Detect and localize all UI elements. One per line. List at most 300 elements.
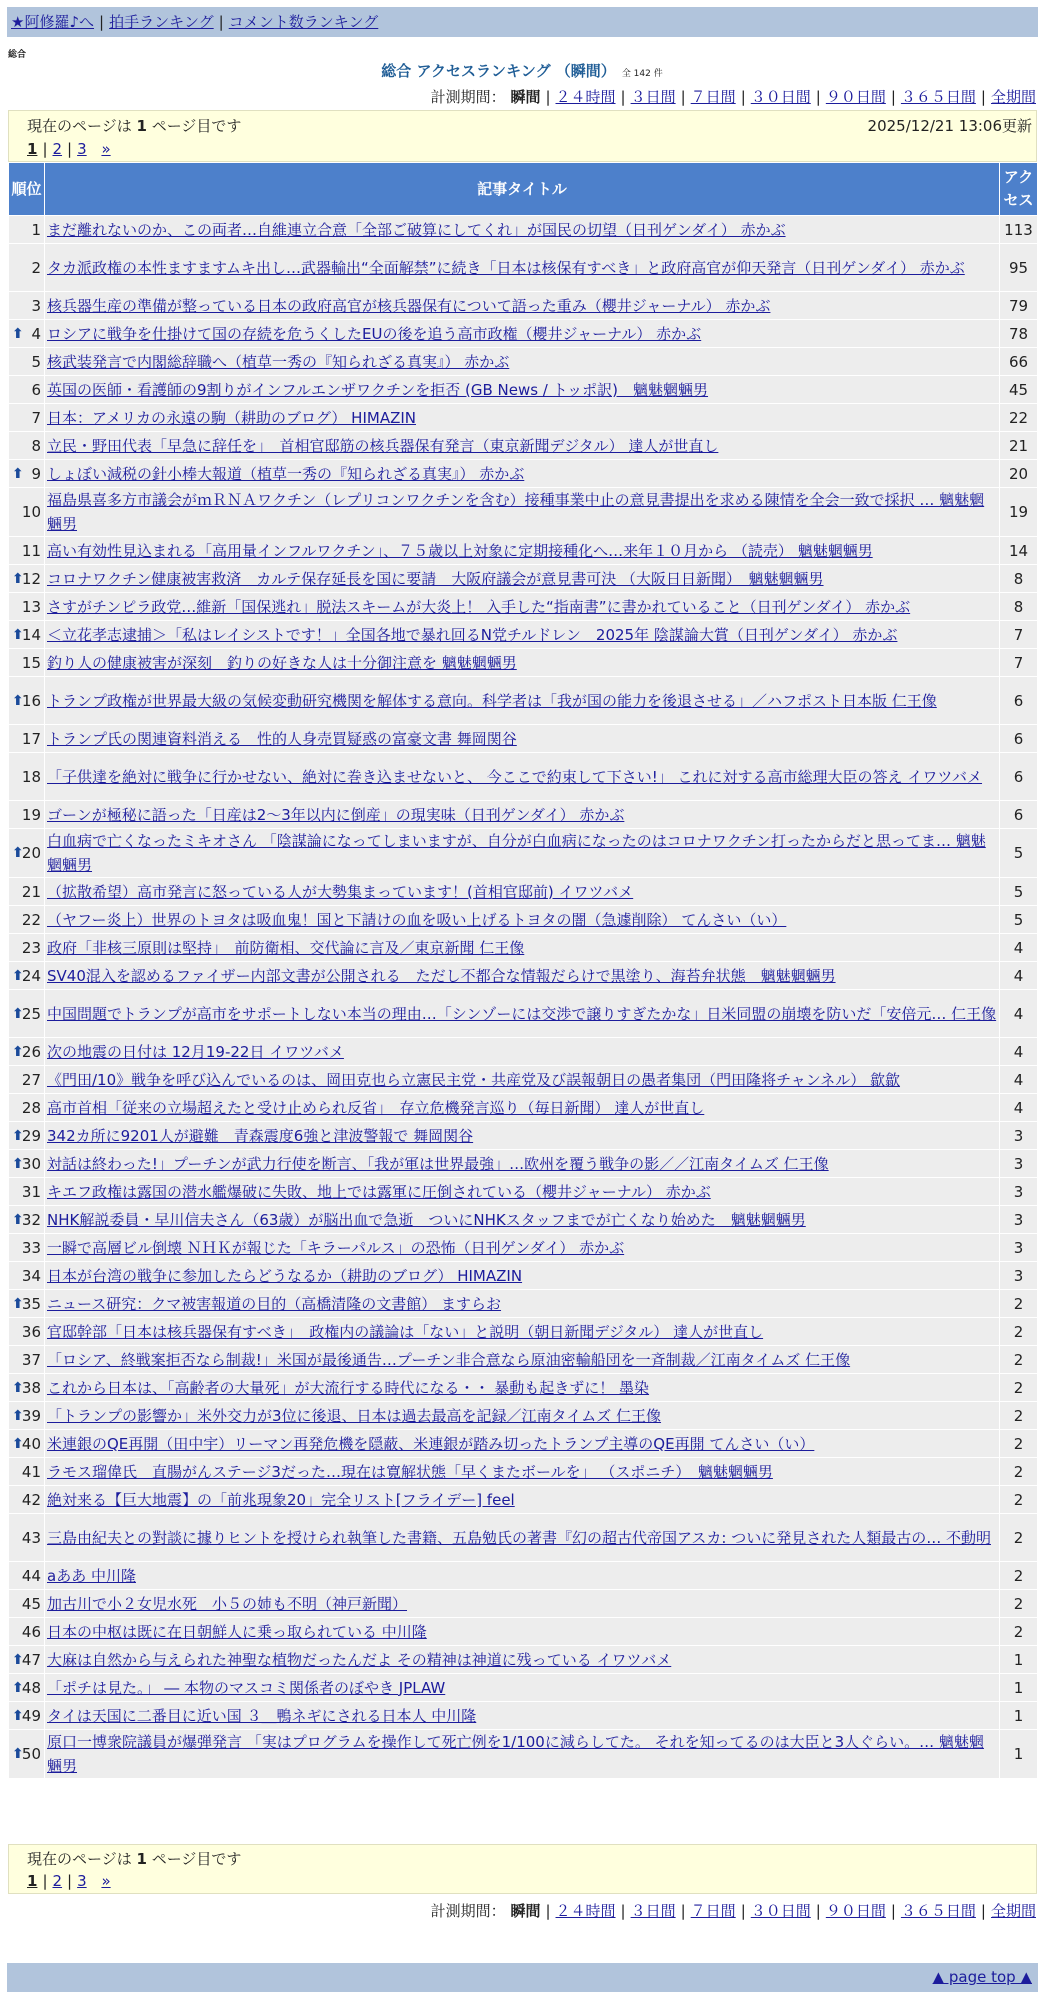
rank-cell [9,488,45,537]
current-page-number: 1 [136,1850,147,1868]
table-row [9,677,1038,725]
article-title-link[interactable]: 白血病で亡くなったミキオさん 「陰謀論になってしまいますが、自分が白血病になったのはコロナワクチン打ったからだと思ってま… 魑魅魍魎男 [47,832,986,874]
article-title-link[interactable]: 「トランプの影響か」米外交力が3位に後退、日本は過去最高を記録／江南タイムズ 仁王像 [47,1406,662,1425]
period-link-365d[interactable]: ３６５日間 [900,1902,976,1920]
rank-number: 37 [21,1350,41,1369]
table-row [9,1562,1038,1590]
article-title-link[interactable]: トランプ政権が世界最大級の気候変動研究機関を解体する意向。科学者は「我が国の能力を後退させる」／ハフポスト日本版 仁王像 [47,691,937,710]
article-title-link[interactable]: 「ロシア、終戦案拒否なら制裁!」米国が最後通告…プーチン非合意なら原油密輸船団を一斉制裁／江南タイムズ 仁王像 [47,1350,851,1369]
title-cell [45,292,1000,320]
article-title-link[interactable]: 342カ所に9201人が避難 青森震度6強と津波警報で 舞岡関谷 [47,1126,474,1145]
article-title-link[interactable]: 加古川で小２女児水死 小５の姉も不明（神戸新聞） [47,1594,408,1613]
period-link-7d[interactable]: ７日間 [690,1902,736,1920]
period-current: 瞬間 [510,88,541,106]
pager-spacer [87,140,102,158]
rank-number: 44 [21,1566,41,1585]
table-row [9,1590,1038,1618]
rank-number: 40 [21,1434,41,1453]
period-separator: | [890,1902,896,1920]
up-arrow-icon: ⬆ [12,1435,24,1452]
pager-separator: | [67,140,73,158]
table-row [9,725,1038,753]
rank-number: 11 [21,541,41,560]
title-cell [45,432,1000,460]
rank-cell [9,1122,45,1150]
current-page-suffix: ページ目です [151,117,242,135]
period-separator: | [545,88,551,106]
article-title-link[interactable]: （ヤフー炎上）世界のトヨタは吸血鬼！国と下請けの血を吸い上げるトヨタの闇（急遽削除） てんさい（い） [47,910,787,929]
page-link-2[interactable]: 2 [52,140,63,158]
rank-number: 21 [21,882,41,901]
access-count: 3 [1000,1262,1038,1290]
access-count: 2 [1000,1318,1038,1346]
period-link-7d[interactable]: ７日間 [690,88,736,106]
article-title-link[interactable]: 原口一博衆院議員が爆弾発言 「実はプログラムを操作して死亡例を1/100に減らしてた。 それを知ってるのは大臣と3人ぐらい。… 魑魅魍魎男 [47,1733,984,1775]
access-count: 2 [1000,1562,1038,1590]
rank-cell [9,1290,45,1318]
period-separator: | [680,1902,686,1920]
title-cell [45,1206,1000,1234]
period-link-90d[interactable]: ９０日間 [825,1902,886,1920]
rank-cell [9,1066,45,1094]
article-title-link[interactable]: 福島県喜多方市議会がｍＲＮＡワクチン（レプリコンワクチンを含む）接種事業中止の意見書提出を求める陳情を全会一致で採択 … 魑魅魍魎男 [47,491,985,533]
table-row [9,829,1038,878]
title-cell [45,753,1000,801]
home-link[interactable]: ★阿修羅♪へ [11,13,95,31]
rank-number: 8 [31,436,41,455]
article-title-link[interactable]: トランプ氏の関連資料消える 性的人身売買疑惑の富豪文書 舞岡関谷 [47,729,517,748]
title-cell [45,677,1000,725]
rank-cell [9,1730,45,1779]
access-count: 8 [1000,593,1038,621]
title-cell [45,1234,1000,1262]
title-cell [45,244,1000,292]
rank-number: 24 [21,966,41,985]
rank-cell [9,1402,45,1430]
pagination [27,138,111,160]
rank-cell [9,404,45,432]
period-link-30d[interactable]: ３０日間 [750,1902,811,1920]
rank-number: 38 [21,1378,41,1397]
title-cell [45,348,1000,376]
rank-number: 14 [21,625,41,644]
access-count: 1 [1000,1730,1038,1779]
rank-number: 29 [21,1126,41,1145]
table-row [9,432,1038,460]
article-title-link[interactable]: 「子供達を絶対に戦争に行かせない、絶対に巻き込ませないと、 今ここで約束して下さい!」 これに対する高市総理大臣の答え イワツバメ [47,767,983,786]
rank-number: 28 [21,1098,41,1117]
table-row [9,1702,1038,1730]
page-current: 1 [27,1872,38,1890]
article-title-link[interactable]: 高い有効性見込まれる「高用量インフルワクチン」、７５歳以上対象に定期接種化へ…来年１０月から （読売） 魑魅魍魎男 [47,541,873,560]
rank-number: 25 [21,1004,41,1023]
rank-number: 36 [21,1322,41,1341]
article-title-link[interactable]: 立民・野田代表「早急に辞任を」 首相官邸筋の核兵器保有発言（東京新聞デジタル） 達人が世直し [47,436,719,455]
article-title-link[interactable]: 中国問題でトランプが高市をサポートしない本当の理由…「シンゾーには交渉で譲りすぎたかな」日米同盟の崩壊を防いだ「安倍元… 仁王像 [47,1004,997,1023]
period-link-90d[interactable]: ９０日間 [825,88,886,106]
rank-number: 41 [21,1462,41,1481]
up-arrow-icon: ⬆ [12,325,24,342]
rank-cell [9,1094,45,1122]
rank-cell [9,292,45,320]
period-separator: | [620,1902,626,1920]
table-row [9,593,1038,621]
access-count: 3 [1000,1150,1038,1178]
table-row [9,216,1038,244]
rank-number: 31 [21,1182,41,1201]
table-row [9,649,1038,677]
access-count: 45 [1000,376,1038,404]
page-link-2[interactable]: 2 [52,1872,63,1890]
rank-cell [9,1514,45,1562]
access-count: 1 [1000,1702,1038,1730]
table-row [9,1646,1038,1674]
table-row [9,1402,1038,1430]
title-cell [45,565,1000,593]
up-arrow-icon: ⬆ [12,1707,24,1724]
rank-number: 16 [21,691,41,710]
table-row [9,1346,1038,1374]
title-cell [45,1646,1000,1674]
period-link-all[interactable]: 全期間 [990,88,1036,106]
rank-number: 35 [21,1294,41,1313]
article-title-link[interactable]: 官邸幹部「日本は核兵器保有すべき」 政権内の議論は「ない」と説明（朝日新聞デジタル） 達人が世直し [47,1322,764,1341]
rank-number: 2 [31,258,41,277]
rank-number: 50 [21,1745,41,1763]
period-separator: | [980,88,986,106]
article-title-link[interactable]: キエフ政権は露国の潜水艦爆破に失敗、地上では露軍に圧倒されている（櫻井ジャーナル） 赤かぶ [47,1182,711,1201]
access-count: 6 [1000,753,1038,801]
table-row [9,404,1038,432]
title-cell [45,621,1000,649]
rank-cell [9,1562,45,1590]
article-title-link[interactable]: 三島由紀夫との對談に據りヒントを授けられ執筆した書籍、五島勉氏の著書『幻の超古代帝国アスカ: ついに発見された人類最古の… 不動明 [47,1528,991,1547]
title-cell [45,906,1000,934]
access-count: 3 [1000,1206,1038,1234]
rank-cell [9,1702,45,1730]
article-title-link[interactable]: さすがチンピラ政党…維新「国保逃れ」脱法スキームが大炎上！ 入手した“指南書”に書かれていること（日刊ゲンダイ） 赤かぶ [47,597,911,616]
period-link-365d[interactable]: ３６５日間 [900,88,976,106]
ranking-table-body [9,216,1038,1779]
article-title-link[interactable]: 政府「非核三原則は堅持」 前防衛相、交代論に言及／東京新聞 仁王像 [47,938,525,957]
article-title-link[interactable]: 日本が台湾の戦争に参加したらどうなるか（耕助のブログ） HIMAZIN [47,1266,523,1285]
article-title-link[interactable]: 英国の医師・看護師の9割りがインフルエンザワクチンを拒否 (GB News / トッポ訳) 魑魅魍魎男 [47,380,709,399]
article-title-link[interactable]: 核兵器生産の準備が整っている日本の政府高官が核兵器保有について語った重み（櫻井ジャーナル） 赤かぶ [47,296,771,315]
title-cell [45,1066,1000,1094]
updated-timestamp: 2025/12/21 13:06更新 [867,117,1032,135]
access-count: 79 [1000,292,1038,320]
access-count: 2 [1000,1374,1038,1402]
table-row [9,1178,1038,1206]
table-row [9,1150,1038,1178]
current-page-prefix: 現在のページは [27,117,132,135]
title-cell [45,376,1000,404]
current-page-text [27,115,241,137]
rank-cell [9,1646,45,1674]
table-row [9,1206,1038,1234]
rank-number: 15 [21,653,41,672]
table-row [9,292,1038,320]
article-title-link[interactable]: まだ離れないのか、この両者…自維連立合意「全部ご破算にしてくれ」が国民の切望（日刊ゲンダイ） 赤かぶ [47,220,786,239]
article-title-link[interactable]: 核武装発言で内閣総辞職へ（植草一秀の『知られざる真実』） 赤かぶ [47,352,510,371]
up-arrow-icon: ⬆ [12,1211,24,1228]
article-title-link[interactable]: 大麻は自然から与えられた神聖な植物だったんだよ その精神は神道に残っている イワツバメ [47,1650,672,1669]
period-link-24h[interactable]: ２４時間 [555,88,616,106]
article-title-link[interactable]: これから日本は、「高齢者の大量死」が大流行する時代になる・・ 暴動も起きずに！ 墨染 [47,1378,650,1397]
rank-number: 13 [21,597,41,616]
page-link-3[interactable]: 3 [77,1872,87,1890]
page-title: 総合 アクセスランキング （瞬間） [381,62,616,80]
table-row [9,376,1038,404]
rank-number: 45 [21,1594,41,1613]
rank-number: 22 [21,910,41,929]
title-cell [45,1290,1000,1318]
table-row [9,565,1038,593]
access-count: 6 [1000,725,1038,753]
rank-cell [9,753,45,801]
total-count: 全 142 件 [621,69,663,79]
article-title-link[interactable]: 対話は終わった!」プーチンが武力行使を断言、「我が軍は世界最強」…欧州を覆う戦争の影／／江南タイムズ 仁王像 [47,1154,829,1173]
table-row [9,1430,1038,1458]
period-separator: | [620,88,626,106]
rank-number: 39 [21,1406,41,1425]
pager-spacer [87,1872,102,1890]
article-title-link[interactable]: 絶対来る【巨大地震】の「前兆現象20」完全リスト[フライデー] feel [47,1490,515,1509]
table-row [9,1618,1038,1646]
rank-cell [9,565,45,593]
rank-number: 46 [21,1622,41,1641]
rank-cell [9,1234,45,1262]
rank-number: 48 [21,1678,41,1697]
rank-number: 42 [21,1490,41,1509]
rank-cell [9,1150,45,1178]
article-title-link[interactable]: ＜立花孝志逮捕＞「私はレイシストです！」全国各地で暴れ回るN党チルドレン 2025年 陰謀論大賞（日刊ゲンダイ） 赤かぶ [47,625,898,644]
page-info-box-bottom [8,1844,1037,1894]
period-link-all[interactable]: 全期間 [990,1902,1036,1920]
rank-cell [9,320,45,348]
up-arrow-icon: ⬆ [12,1407,24,1424]
article-title-link[interactable]: タイは天国に二番目に近い国 ３＿鴨ネギにされる日本人 中川隆 [47,1706,477,1725]
article-title-link[interactable]: SV40混入を認めるファイザー内部文書が公開される ただし不都合な情報だらけで黒塗り、海苔弁状態 魑魅魍魎男 [47,966,836,985]
title-cell [45,460,1000,488]
period-separator: | [680,88,686,106]
title-cell [45,962,1000,990]
page-top-link[interactable]: ▲ page top ▲ [932,1968,1032,1986]
article-title-link[interactable]: 高市首相「従来の立場超えたと受け止められ反省」 存立危機発言巡り（毎日新聞） 達人が世直し [47,1098,705,1117]
table-row [9,320,1038,348]
table-row [9,1514,1038,1562]
period-separator: | [980,1902,986,1920]
up-arrow-icon: ⬆ [12,626,24,643]
title-cell [45,1590,1000,1618]
article-title-link[interactable]: 釣り人の健康被害が深刻 釣りの好きな人は十分御注意を 魑魅魍魎男 [47,653,517,672]
period-separator: | [545,1902,551,1920]
article-title-link[interactable]: 「ポチは見た。」 ― 本物のマスコミ関係者のぼやき JPLAW [47,1678,446,1697]
page-next-link[interactable]: » [101,140,111,158]
rank-cell [9,725,45,753]
access-count: 2 [1000,1346,1038,1374]
article-title-link[interactable]: NHK解説委員・早川信夫さん（63歳）が脳出血で急逝 ついにNHKスタッフまでが亡くなり始めた 魑魅魍魎男 [47,1210,806,1229]
rank-cell [9,906,45,934]
current-page-suffix: ページ目です [151,1850,242,1868]
rank-number: 7 [31,408,41,427]
top-nav-bar [7,7,1038,37]
rank-cell [9,1206,45,1234]
pagination-bottom [27,1870,111,1892]
article-title-link[interactable]: 次の地震の日付は 12月19-22日 イワツバメ [47,1042,344,1061]
rank-number: 32 [21,1210,41,1229]
access-count: 4 [1000,1094,1038,1122]
rank-cell [9,348,45,376]
title-cell [45,1618,1000,1646]
table-row [9,1094,1038,1122]
table-row [9,878,1038,906]
article-title-link[interactable]: タカ派政権の本性ますますムキ出し…武器輸出“全面解禁”に続き「日本は核保有すべき」と政府高官が仰天発言（日刊ゲンダイ） 赤かぶ [47,258,965,277]
period-label: 計測期間： [430,88,506,106]
access-count: 5 [1000,829,1038,878]
rank-number: 47 [21,1650,41,1669]
title-cell [45,1430,1000,1458]
title-cell [45,1562,1000,1590]
article-title-link[interactable]: 日本：アメリカの永遠の駒（耕助のブログ） HIMAZIN [47,408,416,427]
access-count: 4 [1000,1038,1038,1066]
access-count: 2 [1000,1458,1038,1486]
article-title-link[interactable]: しょぼい減税の針小棒大報道（植草一秀の『知られざる真実』） 赤かぶ [47,464,525,483]
title-cell [45,1038,1000,1066]
period-link-3d[interactable]: ３日間 [630,88,676,106]
table-row [9,621,1038,649]
title-cell [45,801,1000,829]
access-count: 19 [1000,488,1038,537]
rank-number: 30 [21,1154,41,1173]
pager-separator: | [42,1872,48,1890]
up-arrow-icon: ⬆ [12,967,24,984]
access-count: 2 [1000,1402,1038,1430]
access-count: 2 [1000,1430,1038,1458]
rank-number: 6 [31,380,41,399]
rank-cell [9,801,45,829]
table-row [9,488,1038,537]
page-next-link[interactable]: » [101,1872,111,1890]
period-selector-top [431,86,1036,108]
page-info-box [8,110,1037,162]
access-count: 4 [1000,962,1038,990]
title-cell [45,878,1000,906]
rank-header: 順位 [9,163,45,216]
page-link-3[interactable]: 3 [77,140,87,158]
rank-cell [9,376,45,404]
rank-cell [9,962,45,990]
article-title-link[interactable]: ラモス瑠偉氏 直腸がんステージ3だった…現在は寛解状態「早くまたボールを」 （スポニチ） 魑魅魍魎男 [47,1462,773,1481]
access-count: 95 [1000,244,1038,292]
title-cell [45,1374,1000,1402]
article-title-link[interactable]: 一瞬で高層ビル倒壊 ＮＨＫが報じた「キラーパルス」の恐怖（日刊ゲンダイ） 赤かぶ [47,1238,625,1257]
rank-cell [9,677,45,725]
rank-cell [9,432,45,460]
article-title-link[interactable]: （拡散希望）高市発言に怒っている人が大勢集まっています！(首相官邸前) イワツバメ [47,882,634,901]
access-count: 6 [1000,801,1038,829]
article-title-link[interactable]: ロシアに戦争を仕掛けて国の存続を危うくしたEUの後を追う高市政権（櫻井ジャーナル） 赤かぶ [47,324,702,343]
period-selector-bottom [431,1899,1036,1923]
title-cell [45,216,1000,244]
title-header: 記事タイトル [45,163,1000,216]
title-cell [45,1150,1000,1178]
table-row [9,753,1038,801]
article-title-link[interactable]: 《門田/10》戦争を呼び込んでいるのは、岡田克也ら立憲民主党・共産党及び誤報朝日の愚者集団（門田隆将チャンネル） 歙歙 [47,1070,901,1089]
period-separator: | [740,1902,746,1920]
access-count: 2 [1000,1590,1038,1618]
article-title-link[interactable]: ニュース研究：クマ被害報道の目的（高橋清隆の文書館） ますらお [47,1294,502,1313]
table-row [9,1038,1038,1066]
pager-separator: | [42,140,48,158]
access-count: 2 [1000,1290,1038,1318]
period-link-30d[interactable]: ３０日間 [750,88,811,106]
access-count: 113 [1000,216,1038,244]
table-row [9,1730,1038,1779]
ranking-heading [0,61,1044,84]
table-row [9,348,1038,376]
rank-number: 20 [21,844,41,862]
period-separator: | [740,88,746,106]
rank-number: 4 [31,324,41,343]
title-cell [45,1730,1000,1779]
article-title-link[interactable]: 日本の中枢は既に在日朝鮮人に乗っ取られている 中川隆 [47,1622,427,1641]
access-count: 1 [1000,1674,1038,1702]
access-count: 66 [1000,348,1038,376]
rank-cell [9,649,45,677]
clap-ranking-link[interactable]: 拍手ランキング [109,13,214,31]
period-link-24h[interactable]: ２４時間 [555,1902,616,1920]
comment-ranking-link[interactable]: コメント数ランキング [228,13,379,31]
up-arrow-icon: ⬆ [12,1005,24,1022]
article-title-link[interactable]: コロナワクチン健康被害救済 カルテ保存延長を国に要請 大阪府議会が意見書可決 （大阪日日新聞） 魑魅魍魎男 [47,569,824,588]
access-count: 2 [1000,1486,1038,1514]
access-count: 2 [1000,1514,1038,1562]
article-title-link[interactable]: 米連銀のQE再開（田中宇）リーマン再発危機を隠蔽、米連銀が踏み切ったトランプ主導のQE再開 てんさい（い） [47,1434,815,1453]
access-count: 7 [1000,621,1038,649]
up-arrow-icon: ⬆ [12,1295,24,1312]
title-cell [45,404,1000,432]
access-count: 4 [1000,934,1038,962]
article-title-link[interactable]: aああ 中川隆 [47,1566,136,1585]
rank-number: 49 [21,1706,41,1725]
access-count: 7 [1000,649,1038,677]
access-count: 21 [1000,432,1038,460]
rank-cell [9,621,45,649]
rank-cell [9,216,45,244]
table-row [9,1290,1038,1318]
category-label: 総合 [8,50,27,60]
table-row [9,1318,1038,1346]
rank-cell [9,1618,45,1646]
table-row [9,962,1038,990]
rank-number: 17 [21,729,41,748]
period-label: 計測期間： [430,1902,506,1920]
table-row [9,244,1038,292]
access-count: 3 [1000,1122,1038,1150]
access-count: 3 [1000,1178,1038,1206]
period-link-3d[interactable]: ３日間 [630,1902,676,1920]
up-arrow-icon: ⬆ [12,1379,24,1396]
table-row [9,537,1038,565]
title-cell [45,1262,1000,1290]
up-arrow-icon: ⬆ [12,465,24,482]
article-title-link[interactable]: ゴーンが極秘に語った「日産は2～3年以内に倒産」の現実味（日刊ゲンダイ） 赤かぶ [47,805,625,824]
rank-cell [9,537,45,565]
table-row [9,1458,1038,1486]
table-row [9,1262,1038,1290]
rank-cell [9,1038,45,1066]
